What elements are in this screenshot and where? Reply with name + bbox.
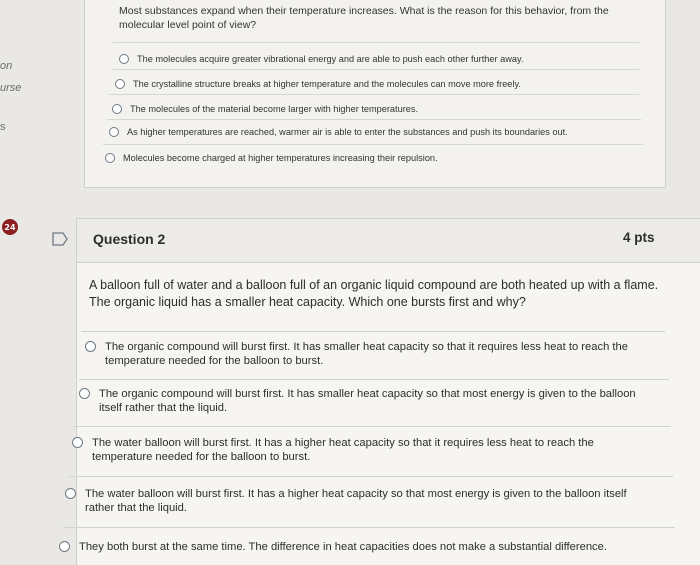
answer-option[interactable] — [79, 387, 639, 415]
answer-label: The water balloon will burst first. It has a higher heat capacity so that most energy is given to the balloon itself rather that the liquid. — [85, 488, 627, 514]
answer-label: The crystalline structure breaks at higher temperature and the molecules can move more freely. — [133, 79, 521, 89]
answer-label: The molecules acquire greater vibrational energy and are able to push each other further away. — [137, 54, 524, 64]
divider — [81, 331, 665, 332]
answer-label: The molecules of the material become larger with higher temperatures. — [130, 104, 419, 114]
answer-label: Molecules become charged at higher temperatures increasing their repulsion. — [123, 153, 438, 163]
answer-option[interactable] — [65, 487, 655, 515]
radio-button[interactable] — [72, 437, 83, 448]
divider — [63, 527, 675, 528]
answer-label: The organic compound will burst first. It has smaller heat capacity so that most energy is given to the balloon itself rather that the liquid. — [99, 388, 636, 414]
question-1-panel — [84, 0, 666, 188]
answer-label: As higher temperatures are reached, warmer air is able to enter the substances and push its boundaries out. — [127, 127, 568, 137]
radio-button[interactable] — [119, 54, 129, 64]
divider — [113, 69, 639, 70]
answer-option[interactable] — [119, 54, 523, 64]
divider — [73, 426, 671, 427]
answer-label: The organic compound will burst first. It has smaller heat capacity so that it requires less heat to reach the temperature needed for the balloon to burst. — [105, 341, 628, 367]
answer-option[interactable] — [112, 104, 418, 114]
question-number-badge: 24 — [2, 219, 18, 235]
sidebar-fragment: on — [0, 60, 13, 72]
radio-button[interactable] — [105, 153, 115, 163]
answer-label: They both burst at the same time. The difference in heat capacities does not make a substantial difference. — [79, 541, 607, 553]
divider — [79, 379, 669, 380]
answer-option[interactable] — [85, 340, 655, 368]
answer-option[interactable] — [105, 153, 438, 163]
question-2-prompt: A balloon full of water and a balloon full of an organic liquid compound are both heated up with a flame. The organic liquid has a smaller heat capacity. Which one bursts first and why? — [89, 278, 659, 309]
sidebar-fragment: urse — [0, 82, 22, 94]
radio-button[interactable] — [115, 79, 125, 89]
answer-option[interactable] — [115, 79, 521, 89]
answer-label: The water balloon will burst first. It has a higher heat capacity so that it requires less heat to reach the temperature needed for the balloon to burst. — [92, 437, 594, 463]
divider — [113, 42, 639, 43]
radio-button[interactable] — [85, 341, 96, 352]
answer-option[interactable] — [59, 540, 679, 554]
radio-button[interactable] — [112, 104, 122, 114]
divider — [109, 94, 639, 95]
answer-option[interactable] — [109, 127, 568, 137]
radio-button[interactable] — [109, 127, 119, 137]
answer-option[interactable] — [72, 436, 646, 464]
divider — [107, 119, 641, 120]
flag-question-icon[interactable] — [52, 232, 68, 246]
question-2-panel — [76, 218, 700, 565]
question-1-prompt: Most substances expand when their temperature increases. What is the reason for this behavior, from the molecular level point of view? — [119, 5, 609, 31]
radio-button[interactable] — [59, 541, 70, 552]
question-title: Question 2 — [93, 231, 166, 247]
divider — [103, 144, 643, 145]
question-points: 4 pts — [623, 230, 655, 245]
divider — [69, 476, 673, 477]
sidebar-fragment: s — [0, 121, 6, 133]
radio-button[interactable] — [65, 488, 76, 499]
question-header — [77, 219, 700, 263]
radio-button[interactable] — [79, 388, 90, 399]
